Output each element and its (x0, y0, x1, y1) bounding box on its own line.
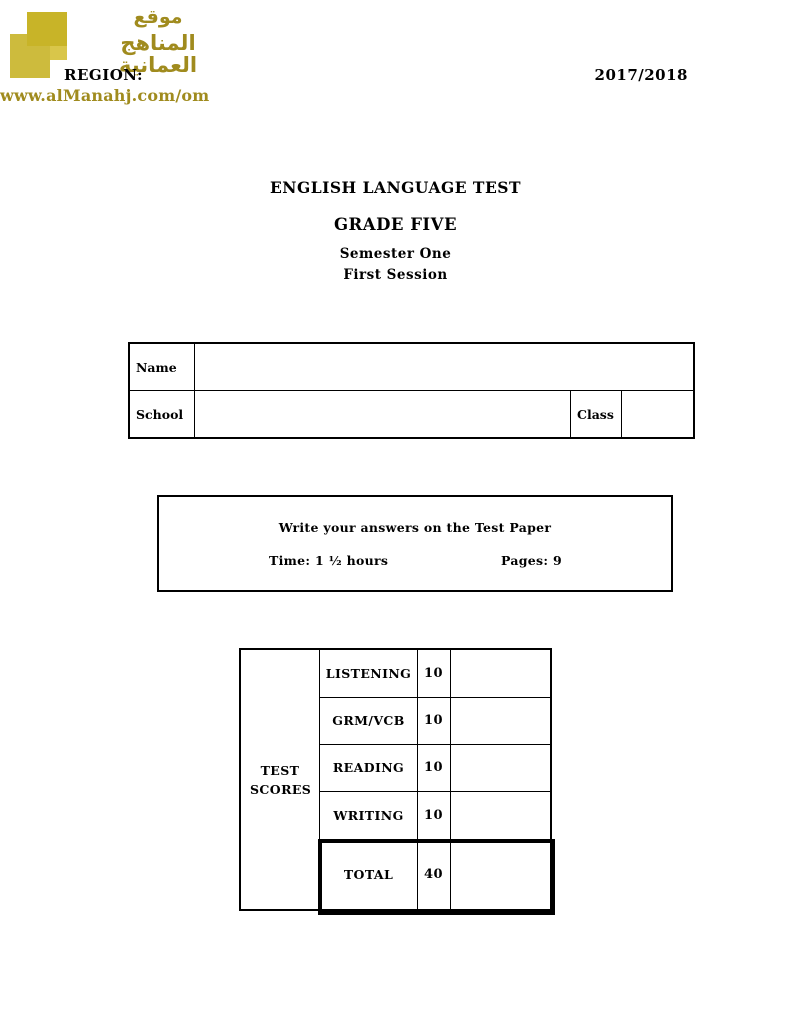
semester-label: Semester One (339, 246, 452, 262)
grade-title: GRADE FIVE (333, 215, 458, 234)
instructions-text: Write your answers on the Test Paper (278, 520, 552, 535)
section-score-field[interactable] (451, 744, 552, 791)
class-label: Class (571, 391, 622, 439)
site-name-line1: موقع (133, 6, 183, 28)
test-scores-table (239, 648, 552, 911)
section-score-field[interactable] (451, 791, 552, 839)
school-label: School (129, 391, 195, 439)
total-label: TOTAL (320, 839, 418, 910)
academic-year: 2017/2018 (594, 66, 688, 84)
section-name: WRITING (320, 791, 418, 839)
section-score-field[interactable] (451, 649, 552, 697)
section-max-score: 10 (418, 791, 451, 839)
session-label: First Session (343, 267, 448, 283)
name-label: Name (129, 343, 195, 391)
test-scores-label (240, 649, 320, 910)
section-max-score: 10 (418, 744, 451, 791)
site-logo (10, 12, 72, 80)
student-info-table (128, 342, 695, 439)
class-field[interactable] (622, 391, 695, 439)
total-max-score: 40 (418, 839, 451, 910)
section-name: READING (320, 744, 418, 791)
pages-label: Pages: 9 (501, 553, 562, 568)
test-title: ENGLISH LANGUAGE TEST (269, 178, 522, 197)
test-scores-label-text: TEST SCORES (250, 762, 312, 797)
section-name: LISTENING (320, 649, 418, 697)
time-label: Time: 1 ½ hours (269, 553, 389, 568)
section-name: GRM/VCB (320, 697, 418, 744)
instructions-box (157, 495, 673, 592)
name-field[interactable] (195, 343, 695, 391)
site-url: www.alManahj.com/om (0, 86, 210, 105)
school-field[interactable] (195, 391, 571, 439)
section-max-score: 10 (418, 697, 451, 744)
site-name-line2: المناهج العمانية (118, 30, 198, 77)
section-score-field[interactable] (451, 697, 552, 744)
section-max-score: 10 (418, 649, 451, 697)
total-score-field[interactable] (451, 839, 552, 910)
region-label: REGION: (64, 66, 144, 84)
